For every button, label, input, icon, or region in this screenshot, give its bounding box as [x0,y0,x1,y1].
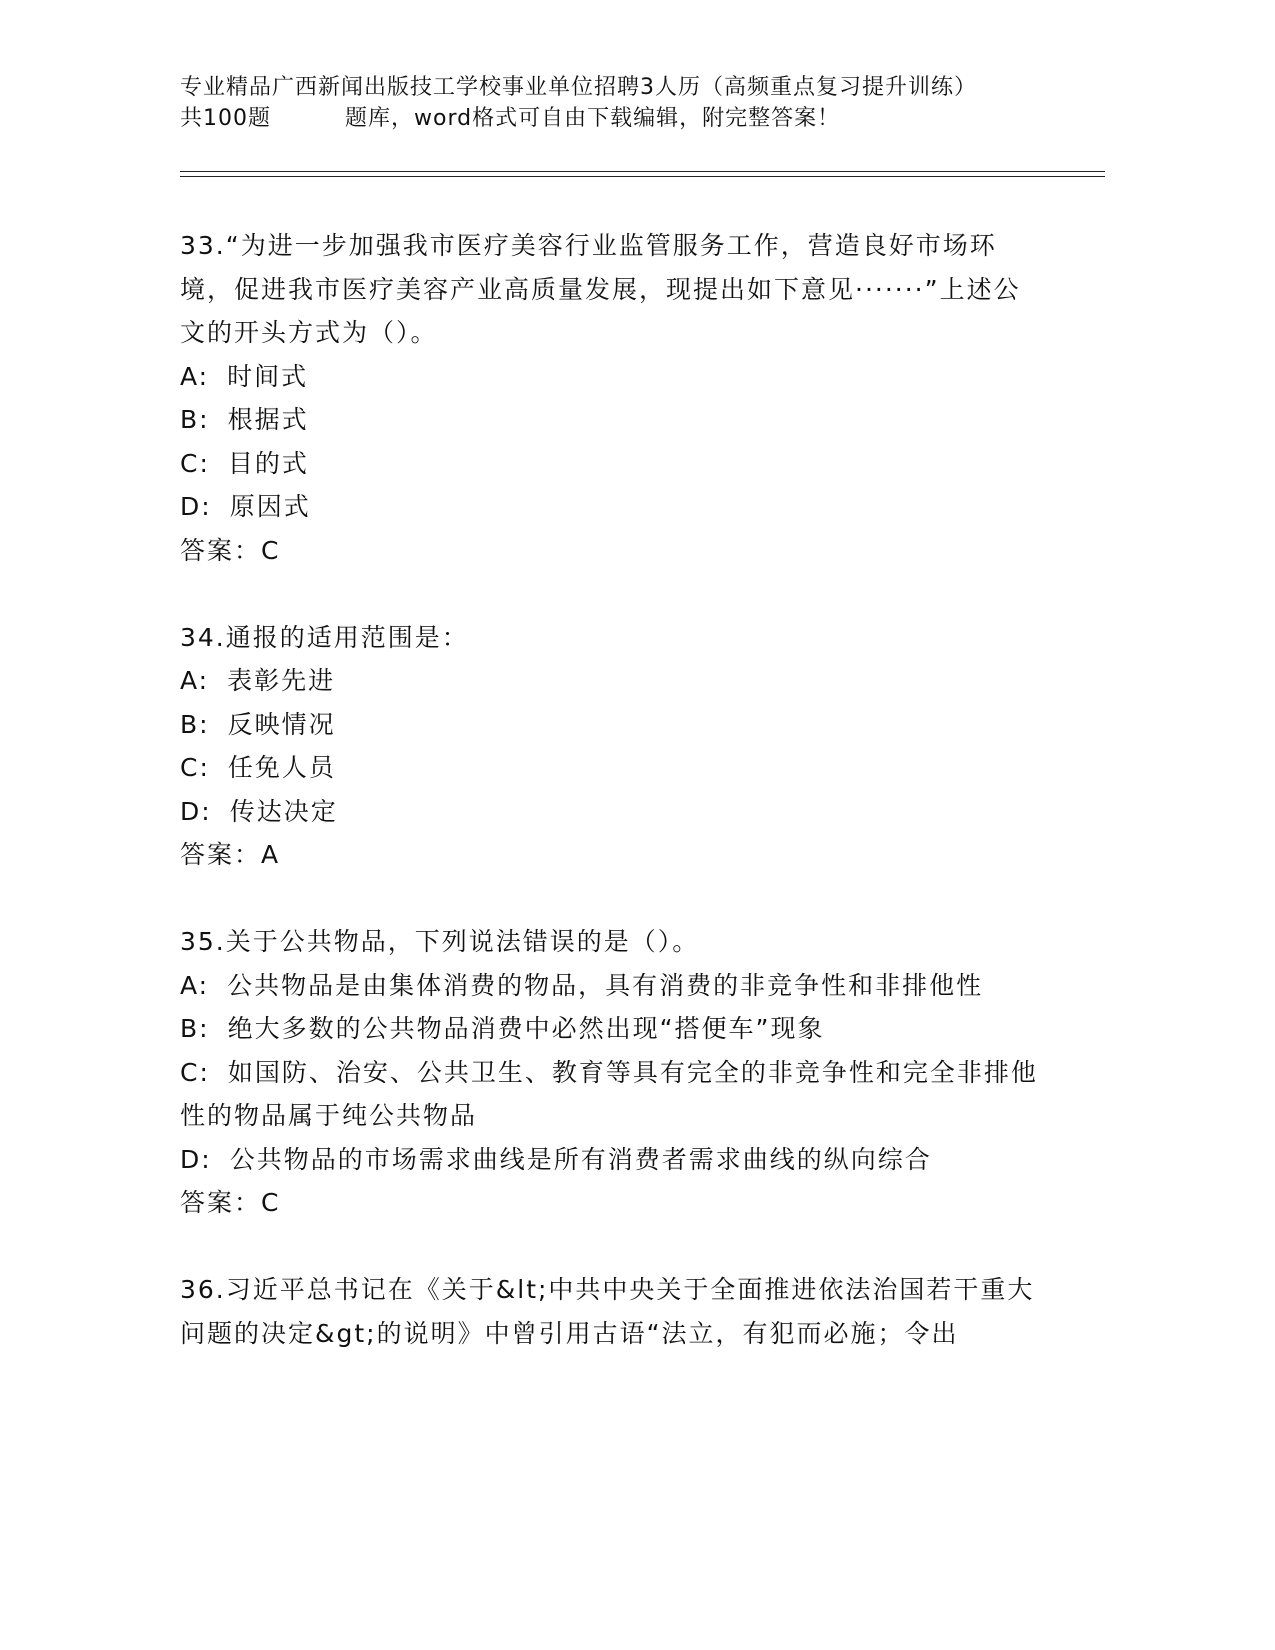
question-35 [180,920,1040,1225]
option-b [180,1007,1040,1051]
option-letter: A: [180,666,210,695]
option-letter: D: [180,796,212,826]
header-subtitle [180,103,1080,134]
option-letter: C: [180,448,210,478]
option-text: 如国防、治安、公共卫生、教育等具有完全的非竞争性和完全非排他性的物品属于纯公共物品 [180,1057,1038,1130]
option-text: 公共物品的市场需求曲线是所有消费者需求曲线的纵向综合 [229,1144,932,1174]
option-b [180,398,1040,442]
option-text: 原因式 [229,492,311,521]
option-text: 绝大多数的公共物品消费中必然出现“搭便车”现象 [227,1014,825,1043]
option-a [180,659,1040,703]
question-36 [180,1268,1040,1355]
option-b [180,703,1040,747]
option-text: 传达决定 [229,796,338,826]
question-text: 36.习近平总书记在《关于&lt;中共中央关于全面推进依法治国若干重大问题的决定&gt;的说明》中曾引用古语“法立，有犯而必施；令出 [180,1275,1035,1348]
question-34 [180,616,1040,877]
answer-text: 答案：C [180,1188,281,1217]
option-a [180,964,1040,1008]
option-text: 公共物品是由集体消费的物品，具有消费的非竞争性和非排他性 [227,970,984,1000]
question-33 [180,224,1040,572]
option-c [180,746,1040,790]
option-letter: B: [180,709,210,739]
page-header [180,72,1080,134]
option-text: 时间式 [227,361,309,391]
option-a [180,355,1040,399]
header-question-count: 共100题 [180,106,271,131]
option-letter: A: [180,361,210,391]
answer-text: 答案：C [180,535,281,565]
option-letter: C: [180,1057,210,1087]
question-text: 35.关于公共物品，下列说法错误的是（）。 [180,927,700,956]
option-text: 表彰先进 [227,666,336,695]
question-text: 33.“为进一步加强我市医疗美容行业监管服务工作，营造良好市场环境，促进我市医疗美容产业高质量发展，现提出如下意见·······”上述公文的开头方式为（）。 [180,231,1021,347]
option-letter: D: [180,492,212,521]
header-title: 专业精品广西新闻出版技工学校事业单位招聘3人历（高频重点复习提升训练） [180,75,977,100]
answer-text: 答案：A [180,840,281,869]
option-d [180,1138,1040,1182]
option-letter: C: [180,753,210,782]
option-text: 根据式 [227,405,309,434]
question-list [180,224,1040,1399]
header-divider-bottom [180,176,1105,177]
option-text: 任免人员 [227,753,336,782]
option-text: 目的式 [227,448,309,478]
option-c [180,442,1040,486]
header-divider-top [180,171,1105,172]
question-text: 34.通报的适用范围是： [180,622,469,652]
option-letter: A: [180,970,210,1000]
option-letter: D: [180,1144,212,1174]
option-c [180,1051,1040,1138]
header-description: 题库，word格式可自由下载编辑，附完整答案！ [345,106,841,131]
option-letter: B: [180,1014,210,1043]
option-text: 反映情况 [227,709,336,739]
option-letter: B: [180,405,210,434]
option-d [180,485,1040,529]
option-d [180,790,1040,834]
